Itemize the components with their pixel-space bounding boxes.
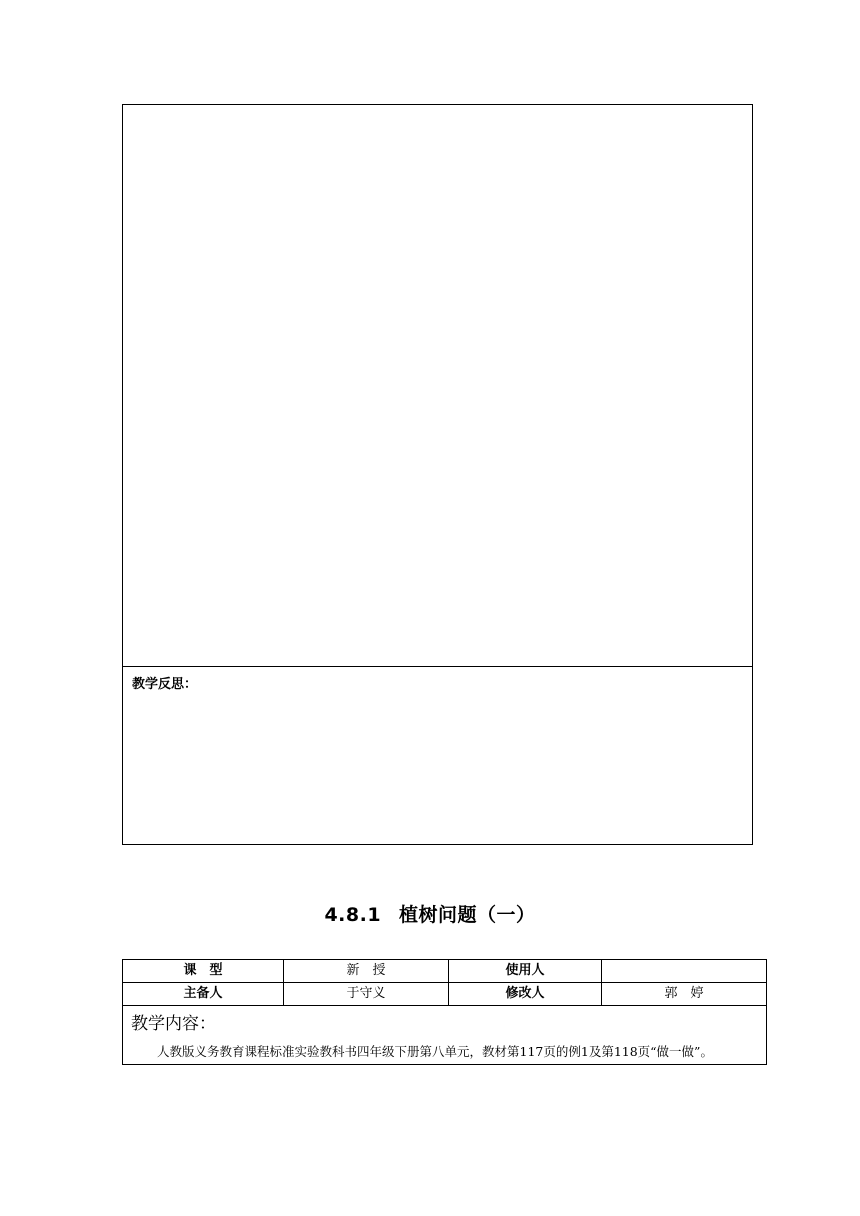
table-row <box>123 983 767 1006</box>
editor-label: 修改人 <box>449 983 602 1006</box>
teaching-reflection-label: 教学反思： <box>132 677 198 692</box>
course-type-value: 新 授 <box>284 960 449 983</box>
lesson-title <box>0 900 860 927</box>
editor-value: 郭 婷 <box>602 983 767 1006</box>
course-type-label: 课 型 <box>123 960 284 983</box>
lesson-info-table <box>122 959 767 1065</box>
section-divider <box>123 666 752 667</box>
teaching-content-body: 人教版义务教育课程标准实验教科书四年级下册第八单元，教材第117页的例1及第118页“做一做”。 <box>157 1044 713 1059</box>
user-label: 使用人 <box>449 960 602 983</box>
previous-lesson-box <box>122 104 753 845</box>
preparer-label: 主备人 <box>123 983 284 1006</box>
user-value <box>602 960 767 983</box>
teaching-content-cell <box>123 1006 767 1065</box>
teaching-content-heading: 教学内容： <box>131 1014 216 1034</box>
table-row <box>123 1006 767 1065</box>
preparer-value: 于守义 <box>284 983 449 1006</box>
table-row <box>123 960 767 983</box>
lesson-number: 4.8.1 <box>324 904 382 926</box>
lesson-title-text: 植树问题（一） <box>399 904 536 926</box>
